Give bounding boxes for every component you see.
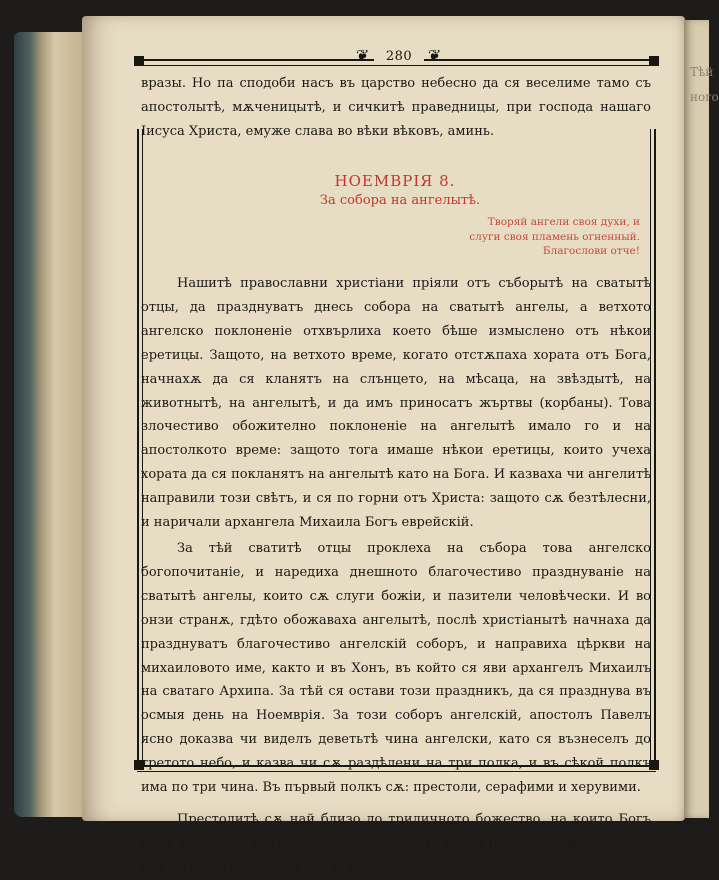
body-paragraph: За тѣй сватитѣ отцы проклеха на събора това ангелско богопочитаніе, и наредиха днешното благочестиво празднуваніе на сватытѣ ангелы, които сѫ слуги божіи, и пазители человѣчески. И во онзи странѫ, гдѣто обожаваха ангелытѣ, послѣ христіанытѣ начнаха да празднуватъ благочестиво ангелскій соборъ, и направиха цѣркви на михаиловото име, както и въ Хонъ, въ който ся яви архангелъ Михаилъ на сватаго Архипа. За тѣй ся остави този праздникъ, да ся празднува въ осмыя день на Ноемврія. За този соборъ ангелскій, апостолъ Павелъ ясно доказва чи виделъ деветьтѣ чина ангелски, като ся възнеселъ до третото небо, и казва чи сѫ раздѣлени на три полка, и въ сѣкой полкъ има по три чина. Въ първый полкъ сѫ: престоли, серафими и херувими. bbox=[141, 540, 651, 796]
epigraph-line: Творяй ангели своя духи, и bbox=[487, 216, 640, 228]
corner-ornament bbox=[649, 56, 659, 66]
page-number-ornament-left: ❦ bbox=[356, 46, 370, 65]
feast-heading: НОЕМВРІЯ 8. bbox=[334, 172, 456, 190]
epigraph-line: слуги своя пламень огненный. bbox=[469, 230, 640, 243]
page-number-ornament-right: ❦ bbox=[428, 46, 442, 65]
body-paragraph: Престолитѣ сѫ най близо до триличното божество, на които Богъ сѣди мысленно като на престолъ, каквото казва пророкъ Давидъ: „сѣлъ еси на престолѣ сѫдяй правдѫ.“ bbox=[141, 811, 651, 875]
opening-text bbox=[141, 72, 651, 144]
epigraph-blessing: Благослови отче! bbox=[542, 245, 640, 257]
main-text bbox=[141, 272, 651, 880]
corner-ornament bbox=[134, 56, 144, 66]
facing-page-text: Тѣй ного bbox=[690, 65, 719, 104]
feast-subtitle: За собора на ангелытѣ. bbox=[319, 193, 481, 208]
body-paragraph: Нашитѣ православни христіани пріяли отъ съборытѣ на сватытѣ отцы, да празднуватъ днесь собора на сватытѣ ангелы, а ветхото ангелско поклоненіе отхвърлиха което бѣше измыслено отъ нѣкои еретицы. Защото, на ветхото време, когато отстѫпаха хората отъ Бога, начнахѫ да ся кланятъ на слънцето, на мѣсаца, на звѣздытѣ, на животнытѣ, на ангелытѣ, и да имъ приносатъ жъртвы (корбаны). Това злочестиво обожително поклоненіе на ангелытѣ имало го и на апостолкото време: защото тога имаше нѣкои еретицы, които учеха хората да ся покланятъ на ангелытѣ като на Бога. И казваха чи ангелитѣ направили този свѣтъ, и ся по горни отъ Христа: защото сѫ безтѣлесни, и наричали архангела Михаила Богъ еврейскій. bbox=[141, 276, 651, 531]
epigraph bbox=[430, 215, 640, 259]
page-number: 280 bbox=[374, 49, 424, 64]
facing-page-edge bbox=[684, 20, 719, 818]
opening-paragraph: вразы. Но па сподоби насъ въ царство небесно да ся веселиме тамо съ апостолытѣ, мѫченицытѣ, и сичкитѣ праведницы, при господа нашаго Іисуса Христа, емуже слава во вѣки вѣковъ, аминь. bbox=[141, 76, 651, 139]
